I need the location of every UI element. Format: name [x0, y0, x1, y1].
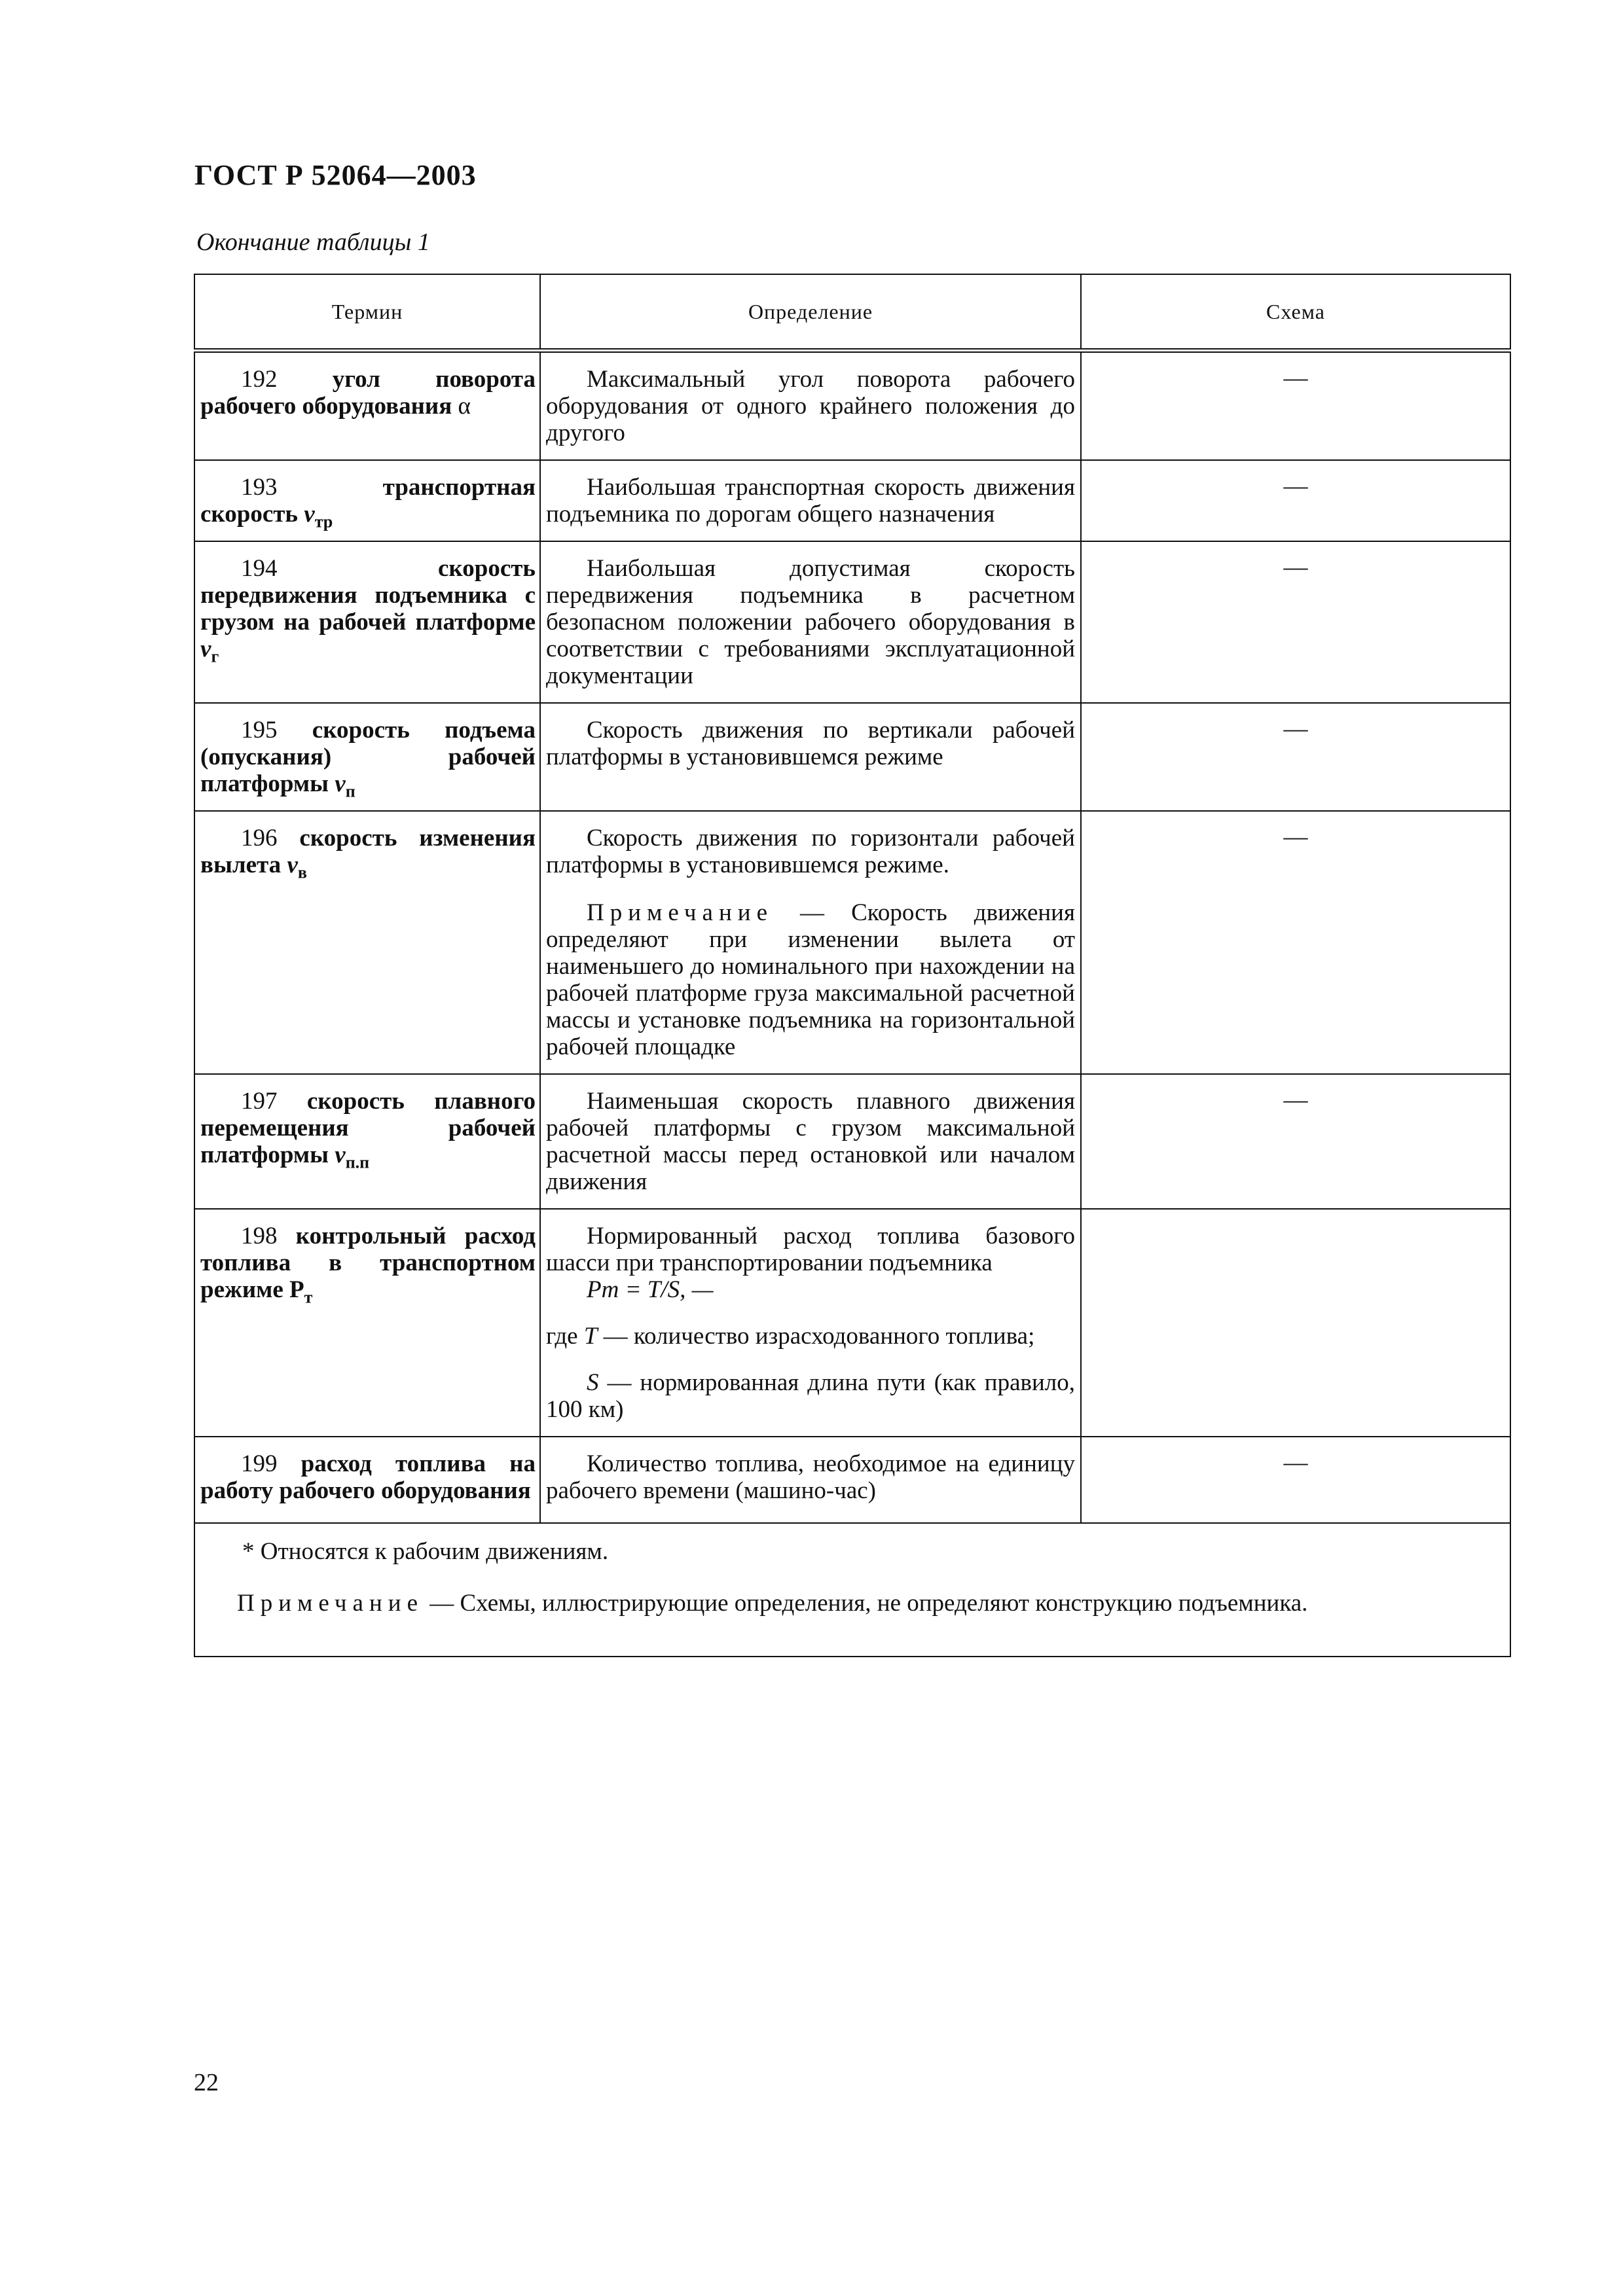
schema-cell: —	[1081, 541, 1510, 703]
schema-cell	[1081, 1209, 1510, 1437]
where-t-text: — количество израсходованного топлива;	[603, 1323, 1035, 1350]
definition-cell	[540, 1209, 1081, 1437]
page-number: 22	[194, 2069, 219, 2096]
where-s-text: — нормированная длина пути (как правило, 100 км)	[546, 1369, 1075, 1423]
definition-cell	[540, 541, 1081, 703]
term-symbol: P	[289, 1276, 304, 1303]
term-symbol-subscript: г	[211, 647, 219, 666]
definition-text: Наименьшая скорость плавного движения рабочей платформы с грузом максимальной расчетной массы перед остановкой или началом движения	[546, 1088, 1075, 1195]
term-name: скорость передвижения подъемника с грузом на рабочей платформе	[200, 555, 536, 636]
term-symbol: v	[335, 770, 346, 797]
schema-cell: —	[1081, 703, 1510, 811]
schema-cell: —	[1081, 811, 1510, 1074]
where-word: где	[546, 1323, 578, 1350]
table-note-text: — Схемы, иллюстрирующие определения, не определяют конструкцию подъемника.	[429, 1590, 1308, 1617]
definition-cell	[540, 1437, 1081, 1523]
term-name: транспортная скорость	[200, 474, 536, 528]
table-row	[194, 1074, 1510, 1209]
term-cell	[194, 541, 540, 703]
term-cell	[194, 703, 540, 811]
document-title: ГОСТ Р 52064—2003	[194, 159, 477, 191]
definition-cell	[540, 351, 1081, 461]
table-footer-row	[194, 1523, 1510, 1657]
column-header-term: Термин	[194, 274, 540, 351]
schema-cell: —	[1081, 351, 1510, 461]
definition-note: Примечание — Скорость движения определяют при изменении вылета от наименьшего до номинального при нахождении на рабочей платформе груза максимальной расчетной массы и установке подъемника на горизонтальной рабочей площадке	[546, 899, 1075, 1060]
table-header-row	[194, 274, 1510, 351]
where-t-line	[546, 1323, 1075, 1350]
table-footer-cell	[194, 1523, 1510, 1657]
table-caption: Окончание таблицы 1	[196, 228, 430, 256]
note-label: Примечание	[587, 899, 773, 926]
term-number: 192	[241, 366, 278, 393]
term-number: 198	[241, 1223, 278, 1249]
definition-text: Нормированный расход топлива базового шасси при транспортировании подъемника	[546, 1223, 1075, 1276]
term-name: контрольный расход топлива в транспортном режиме	[200, 1223, 536, 1303]
where-t-symbol: T	[583, 1323, 598, 1350]
schema-cell: —	[1081, 1074, 1510, 1209]
term-symbol-subscript: в	[297, 863, 307, 882]
terms-table	[194, 274, 1511, 1657]
footnote: * Относятся к рабочим движениям.	[242, 1538, 609, 1565]
term-cell	[194, 351, 540, 461]
term-symbol: v	[335, 1141, 346, 1168]
definition-text: Скорость движения по горизонтали рабочей платформы в установившемся режиме.	[546, 825, 1075, 878]
where-s-line	[546, 1369, 1075, 1423]
term-symbol-subscript: п	[345, 781, 356, 801]
term-name: скорость подъема (опускания) рабочей платформы	[200, 717, 536, 797]
column-header-definition: Определение	[540, 274, 1081, 351]
table-row	[194, 1437, 1510, 1523]
term-cell	[194, 1074, 540, 1209]
table-row	[194, 703, 1510, 811]
definition-text: Наибольшая транспортная скорость движения подъемника по дорогам общего назначения	[546, 474, 1075, 528]
definition-cell	[540, 1074, 1081, 1209]
term-cell	[194, 460, 540, 541]
definition-cell	[540, 703, 1081, 811]
term-symbol-subscript: т	[304, 1287, 313, 1307]
note-text: Скорость движения определяют при изменении вылета от наименьшего до номинального при нахождении на рабочей платформе груза максимальной расчетной массы и установке подъемника на горизонтальной рабочей площадке	[546, 899, 1075, 1060]
column-header-schema: Схема	[1081, 274, 1510, 351]
term-number: 196	[241, 825, 278, 852]
definition-text: Максимальный угол поворота рабочего оборудования от одного крайнего положения до другого	[546, 366, 1075, 446]
term-number: 194	[241, 555, 278, 582]
where-s-symbol: S	[587, 1369, 599, 1396]
table-note	[237, 1590, 1468, 1617]
table-row	[194, 811, 1510, 1074]
term-number: 199	[241, 1450, 278, 1477]
definition-text: Количество топлива, необходимое на единицу рабочего времени (машино-час)	[546, 1450, 1075, 1504]
schema-cell: —	[1081, 1437, 1510, 1523]
table-row	[194, 1209, 1510, 1437]
term-symbol: v	[200, 636, 211, 662]
term-number: 197	[241, 1088, 278, 1115]
table-note-label: Примечание	[237, 1590, 424, 1617]
term-symbol: v	[287, 852, 298, 878]
term-name: угол поворота рабочего оборудования	[200, 366, 536, 420]
term-cell	[194, 1437, 540, 1523]
term-symbol-subscript: тр	[314, 512, 333, 531]
definition-text: Скорость движения по вертикали рабочей платформы в установившемся режиме	[546, 717, 1075, 770]
definition-text: Наибольшая допустимая скорость передвижения подъемника в расчетном безопасном положении рабочего оборудования в соответствии с требованиями эксплуатационной документации	[546, 555, 1075, 689]
term-symbol: α	[458, 393, 471, 420]
term-cell	[194, 811, 540, 1074]
term-cell	[194, 1209, 540, 1437]
formula: Pт = T/S, —	[587, 1276, 714, 1303]
schema-cell: —	[1081, 460, 1510, 541]
definition-cell	[540, 811, 1081, 1074]
term-name: скорость плавного перемещения рабочей платформы	[200, 1088, 536, 1168]
table-row	[194, 460, 1510, 541]
term-number: 193	[241, 474, 278, 501]
table-row	[194, 541, 1510, 703]
table-row	[194, 351, 1510, 461]
term-symbol-subscript: п.п	[345, 1153, 370, 1172]
term-number: 195	[241, 717, 278, 744]
definition-cell	[540, 460, 1081, 541]
term-symbol: v	[304, 501, 315, 528]
term-name: расход топлива на работу рабочего оборудования	[200, 1450, 536, 1504]
term-name: скорость изменения вылета	[200, 825, 536, 878]
